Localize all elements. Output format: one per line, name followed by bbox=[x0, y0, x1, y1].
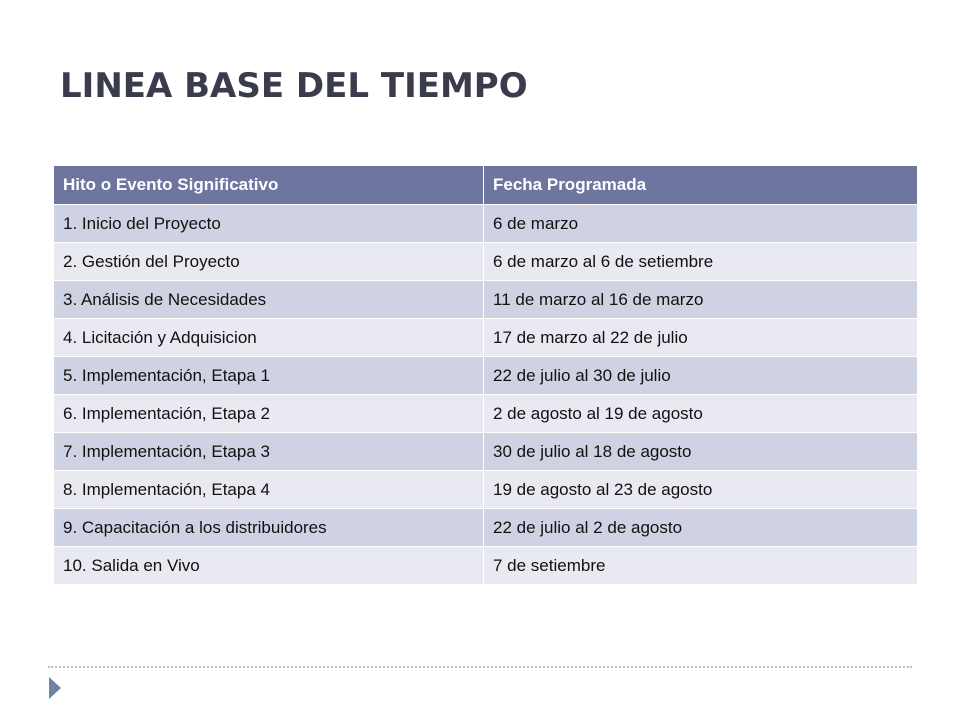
table-row bbox=[54, 509, 918, 547]
milestone-cell: 4. Licitación y Adquisicion bbox=[54, 319, 484, 357]
milestone-cell: 7. Implementación, Etapa 3 bbox=[54, 433, 484, 471]
milestones-table bbox=[53, 165, 918, 585]
date-cell: 11 de marzo al 16 de marzo bbox=[484, 281, 918, 319]
play-arrow-shape bbox=[49, 677, 61, 699]
milestone-cell: 9. Capacitación a los distribuidores bbox=[54, 509, 484, 547]
table-row bbox=[54, 433, 918, 471]
slide-title: LINEA BASE DEL TIEMPO bbox=[60, 66, 528, 106]
table-row bbox=[54, 319, 918, 357]
table-row bbox=[54, 547, 918, 585]
table-row bbox=[54, 205, 918, 243]
column-header-milestone: Hito o Evento Significativo bbox=[54, 166, 484, 205]
date-cell: 7 de setiembre bbox=[484, 547, 918, 585]
date-cell: 30 de julio al 18 de agosto bbox=[484, 433, 918, 471]
play-arrow-icon bbox=[48, 676, 62, 700]
table-row bbox=[54, 471, 918, 509]
milestone-cell: 6. Implementación, Etapa 2 bbox=[54, 395, 484, 433]
table-row bbox=[54, 243, 918, 281]
milestone-cell: 5. Implementación, Etapa 1 bbox=[54, 357, 484, 395]
footer-divider bbox=[48, 666, 912, 668]
table-row bbox=[54, 357, 918, 395]
milestone-cell: 2. Gestión del Proyecto bbox=[54, 243, 484, 281]
date-cell: 22 de julio al 30 de julio bbox=[484, 357, 918, 395]
date-cell: 22 de julio al 2 de agosto bbox=[484, 509, 918, 547]
date-cell: 2 de agosto al 19 de agosto bbox=[484, 395, 918, 433]
date-cell: 6 de marzo al 6 de setiembre bbox=[484, 243, 918, 281]
milestone-cell: 10. Salida en Vivo bbox=[54, 547, 484, 585]
date-cell: 17 de marzo al 22 de julio bbox=[484, 319, 918, 357]
date-cell: 6 de marzo bbox=[484, 205, 918, 243]
milestone-cell: 3. Análisis de Necesidades bbox=[54, 281, 484, 319]
date-cell: 19 de agosto al 23 de agosto bbox=[484, 471, 918, 509]
table-row bbox=[54, 281, 918, 319]
column-header-date: Fecha Programada bbox=[484, 166, 918, 205]
milestone-cell: 8. Implementación, Etapa 4 bbox=[54, 471, 484, 509]
table-row bbox=[54, 395, 918, 433]
milestone-cell: 1. Inicio del Proyecto bbox=[54, 205, 484, 243]
table-header-row bbox=[54, 166, 918, 205]
